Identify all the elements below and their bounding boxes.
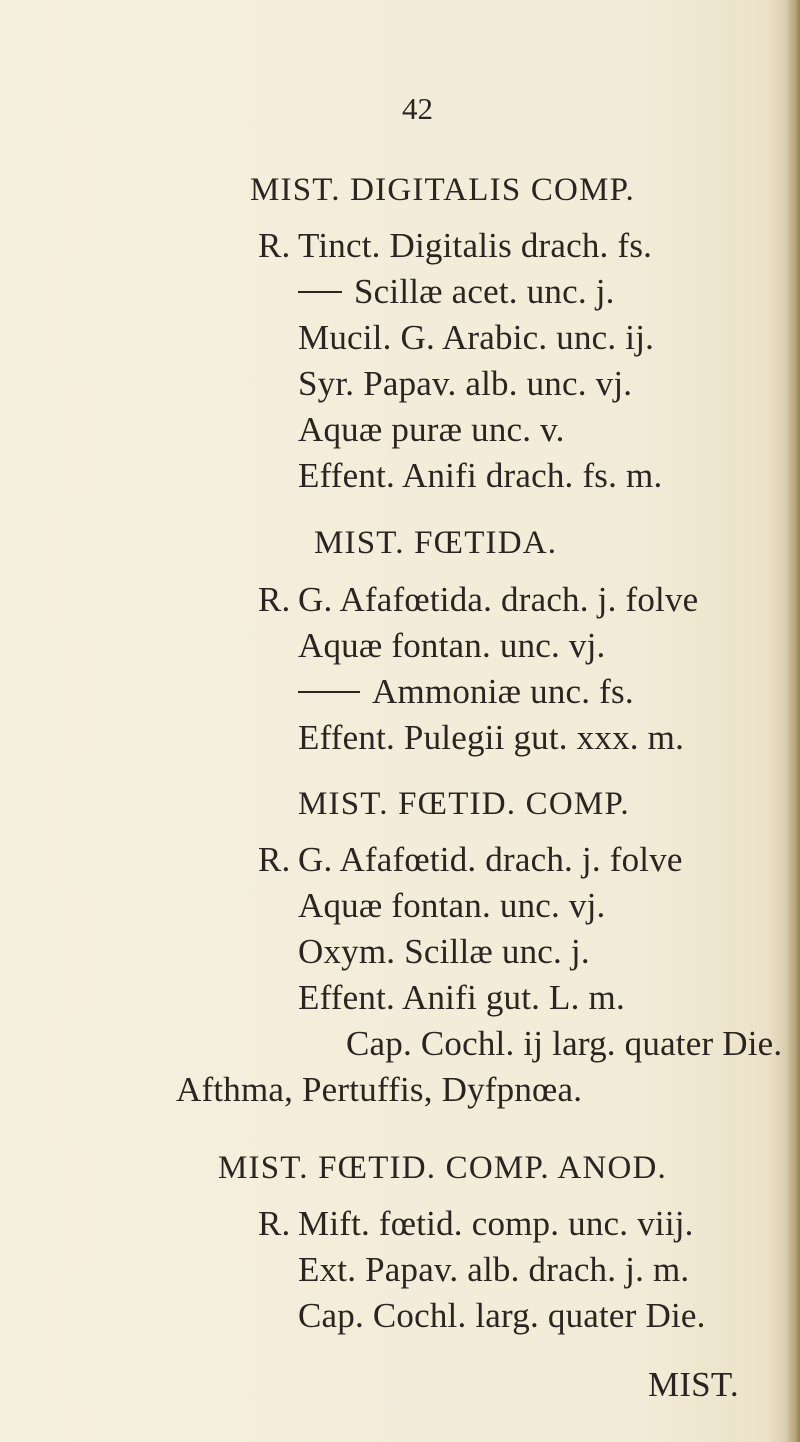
recipe-mark: R. [258,580,291,619]
recipe-line [298,672,634,712]
recipe-line [298,410,565,450]
heading-mist-digitalis-comp: MIST. DIGITALIS COMP. [250,172,635,208]
recipe-line [258,840,683,880]
recipe-line-text: Scillæ acet. unc. j. [354,272,615,311]
recipe-line [298,364,632,404]
heading-mist-foetida: MIST. FŒTIDA. [314,525,558,561]
recipe-mark: R. [258,226,291,265]
recipe-line [258,1204,694,1244]
dose-line: Cap. Cochl. ij larg. quater Die. [346,1024,783,1063]
heading-mist-foetid-comp: MIST. FŒTID. COMP. [298,786,630,822]
recipe-line [298,626,606,666]
recipe-line-text: Oxym. Scillæ unc. j. [298,932,590,971]
ditto-dash [298,291,342,293]
recipe-line [298,932,590,972]
recipe-line-text: Mucil. G. Arabic. unc. ij. [298,318,655,357]
recipe-mark: R. [258,1204,291,1243]
recipe-line [298,272,615,312]
ditto-dash [298,691,360,693]
recipe-line-text: Syr. Papav. alb. unc. vj. [298,364,633,403]
recipe-line-text: Aquæ fontan. unc. vj. [298,886,606,925]
dose-line: Cap. Cochl. larg. quater Die. [298,1296,706,1335]
recipe-line [298,318,654,358]
recipe-line-text: Aquæ puræ unc. v. [298,410,565,449]
recipe-line-text: Ext. Papav. alb. drach. j. m. [298,1250,690,1289]
recipe-line [258,226,652,266]
recipe-line-text: Aquæ fontan. unc. vj. [298,626,606,665]
recipe-line [298,886,606,926]
page-edge [786,0,800,1442]
recipe-line-text: G. Afafœtid. drach. j. folve [298,840,683,879]
recipe-line-text: Ammoniæ unc. fs. [372,672,634,711]
recipe-line-text: Effent. Anifi gut. L. m. [298,978,625,1017]
catchword: MIST. [648,1365,739,1404]
recipe-line-text: G. Afafœtida. drach. j. folve [298,580,699,619]
indication-line: Afthma, Pertuffis, Dyfpnœa. [176,1070,583,1109]
recipe-line-text: Tinct. Digitalis drach. fs. [298,226,653,265]
page-number: 42 [402,91,433,126]
recipe-mark: R. [258,840,291,879]
recipe-line [298,978,625,1018]
recipe-line [258,580,698,620]
heading-mist-foetid-comp-anod: MIST. FŒTID. COMP. ANOD. [218,1150,668,1186]
recipe-line-text: Effent. Pulegii gut. xxx. m. [298,718,685,757]
recipe-line-text: Effent. Anifi drach. fs. m. [298,456,663,495]
recipe-line [298,1250,689,1290]
recipe-line [298,718,684,758]
recipe-line [298,456,662,496]
recipe-line-text: Mift. fœtid. comp. unc. viij. [298,1204,694,1243]
